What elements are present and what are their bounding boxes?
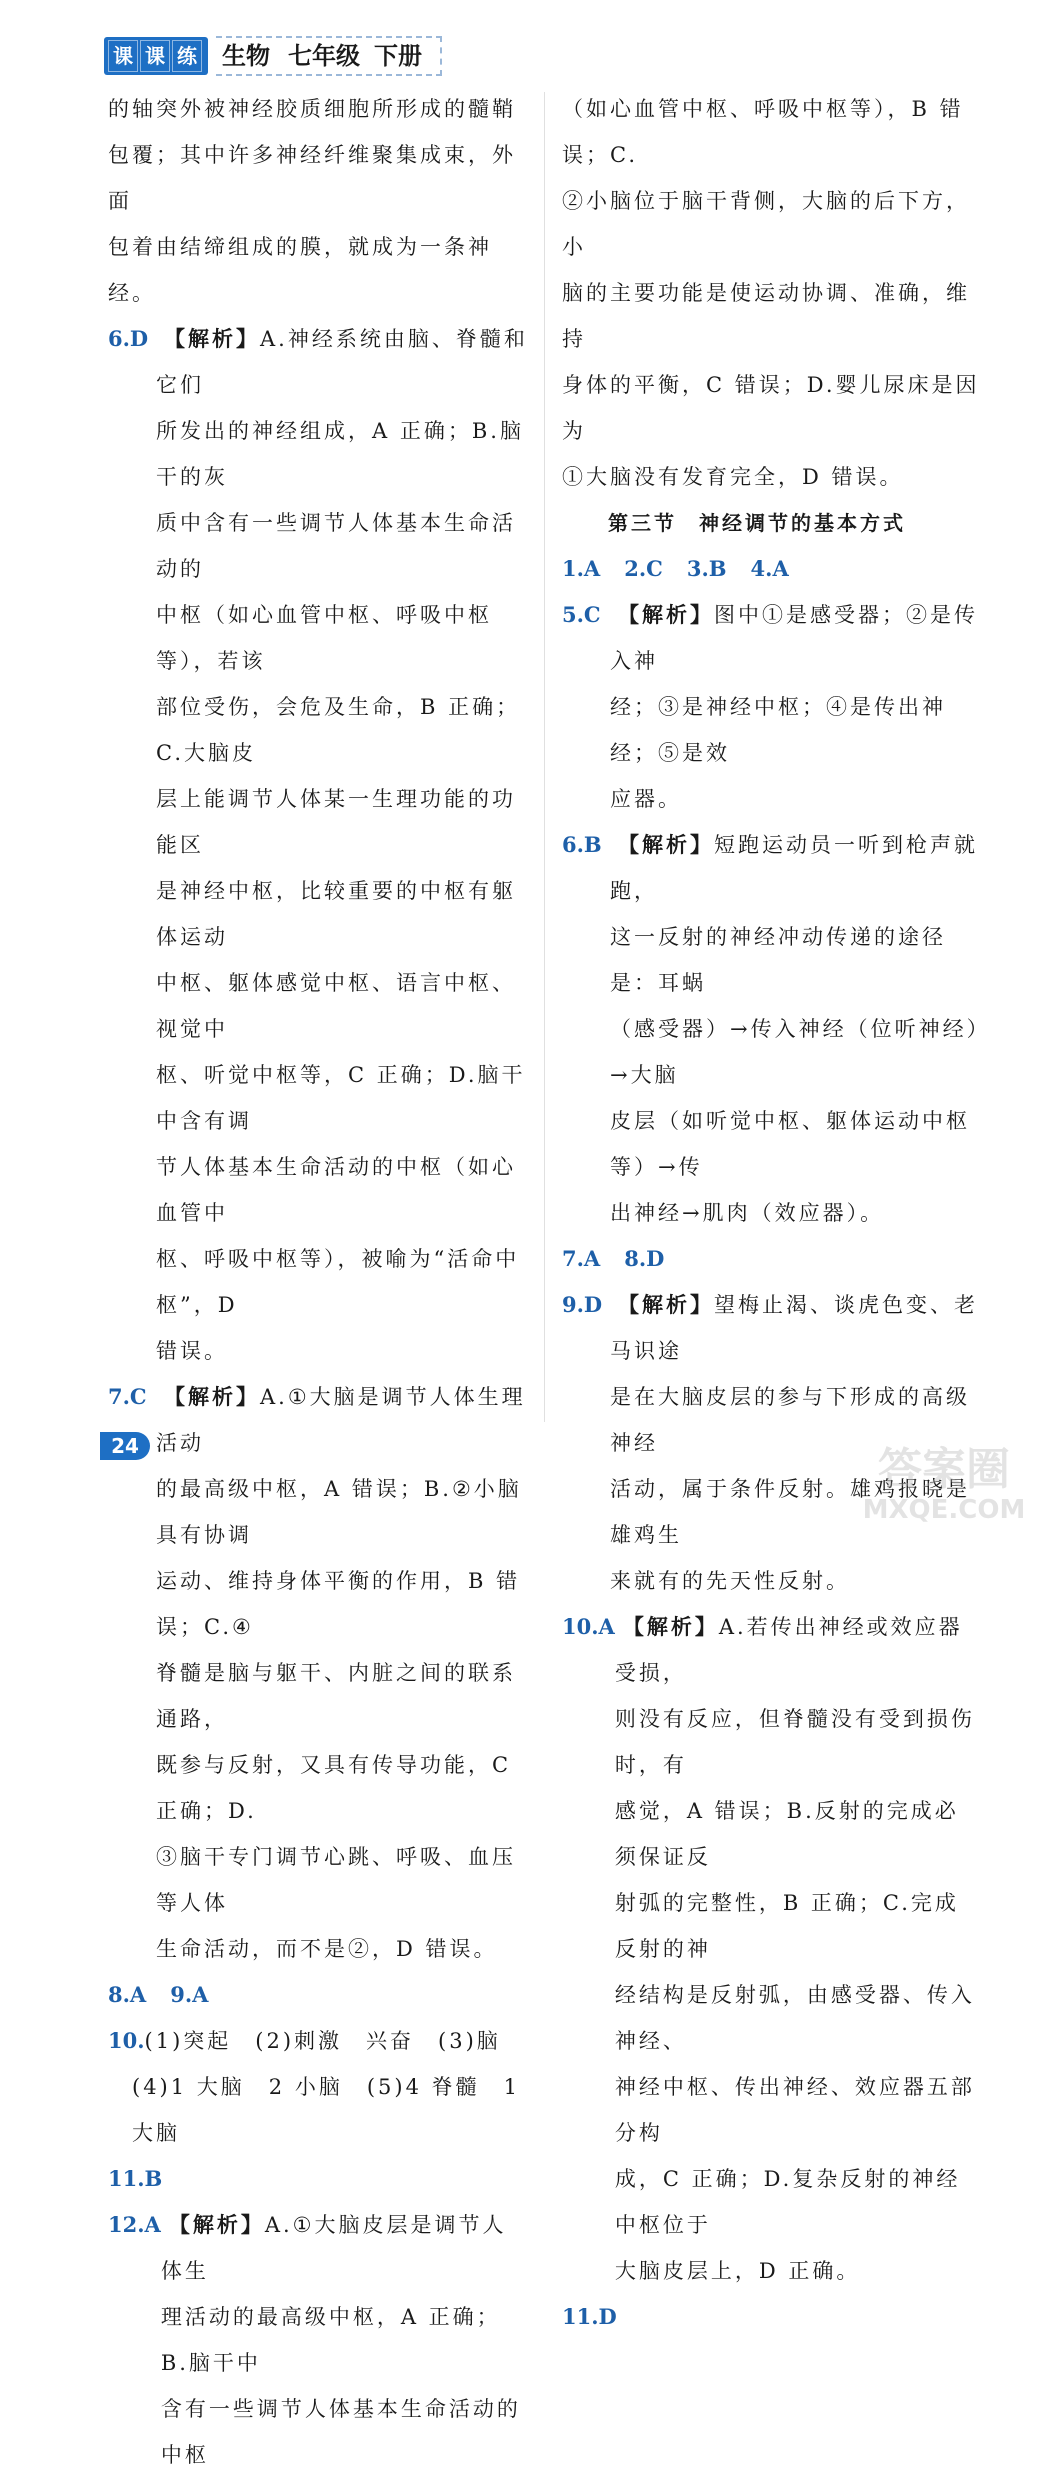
section-heading (532, 500, 982, 546)
answer-number: 9.A (170, 1982, 209, 2007)
answer-number: 3.B (686, 556, 727, 581)
text-line: 感觉，A 错误；B.反射的完成必须保证反 (614, 1799, 959, 1869)
answer-6 (108, 316, 528, 1374)
answer-number: 12.A (108, 2212, 161, 2237)
analysis-tag: 【解析】 (618, 832, 714, 857)
analysis-tag: 【解析】 (622, 1614, 719, 1639)
analysis-tag: 【解析】 (618, 602, 714, 627)
text-line: 经结构是反射弧，由感受器、传入神经、 (614, 1983, 975, 2053)
answer-number: 8.D (624, 1246, 665, 1271)
text-line: 皮层（如听觉中枢、躯体运动中枢等）→传 (610, 1109, 970, 1179)
text-line: 脊髓是脑与躯干、内脏之间的联系通路， (156, 1661, 516, 1731)
text-line: 运动、维持身体平衡的作用，B 错误；C.④ (156, 1569, 521, 1639)
text-line: 枢、呼吸中枢等），被喻为“活命中枢”，D (156, 1247, 520, 1317)
answer-number: 1.A (562, 556, 601, 581)
text-line: A.①大脑是调节人体生理活动 (156, 1385, 526, 1455)
text-line: (4)1 大脑 2 小脑 (5)4 脊髓 1 大脑 (132, 2075, 520, 2145)
text-line: 生命活动，而不是②，D 错误。 (156, 1937, 498, 1961)
text-line: 质中含有一些调节人体基本生命活动的 (156, 511, 516, 581)
answer-number: 11.B (108, 2166, 163, 2191)
text-line: 包覆；其中许多神经纤维聚集成束，外面 (108, 143, 516, 213)
page-number: 24 (100, 1432, 150, 1460)
analysis-tag: 【解析】 (164, 326, 260, 351)
text-line: 包着由结缔组成的膜，就成为一条神经。 (108, 235, 492, 305)
text-line: A.①大脑皮层是调节人体生 (160, 2213, 507, 2283)
answers-8-9 (108, 1972, 528, 2018)
answer-number: 10. (108, 2028, 145, 2053)
section-number: 第三节 (608, 511, 677, 535)
answer-number: 11.D (562, 2304, 617, 2329)
grade: 七年级 (288, 41, 360, 70)
text-line: 既参与反射，又具有传导功能，C 正确；D. (156, 1753, 512, 1823)
text-line: 经；③是神经中枢；④是传出神经；⑤是效 (610, 695, 946, 765)
text-line: ③脑干专门调节心跳、呼吸、血压等人体 (156, 1845, 516, 1915)
brand-char-1: 课 (108, 40, 138, 72)
text-line: 应器。 (610, 787, 682, 811)
text-line: 这一反射的神经冲动传递的途径是：耳蜗 (610, 925, 946, 995)
answer-number: 4.A (750, 556, 789, 581)
page-header (104, 36, 442, 76)
text-line: A.若传出神经或效应器受损， (614, 1615, 963, 1685)
text-line: （如心血管中枢、呼吸中枢等），B 错误；C. (562, 97, 964, 167)
text-line: ①大脑没有发育完全，D 错误。 (562, 465, 904, 489)
answer-number: 7.A (562, 1246, 601, 1271)
answer-5 (562, 592, 982, 822)
text-line: 活动，属于条件反射。雄鸡报晓是雄鸡生 (610, 1477, 970, 1547)
answer-10 (562, 1604, 982, 2294)
section-name: 神经调节的基本方式 (699, 511, 906, 535)
text-line: 图中①是感受器；②是传入神 (610, 603, 978, 673)
brand-char-3: 练 (172, 40, 202, 72)
text-line: 枢、听觉中枢等，C 正确；D.脑干中含有调 (156, 1063, 526, 1133)
answer-number: 7.C (108, 1384, 147, 1409)
analysis-tag: 【解析】 (168, 2212, 265, 2237)
text-line: 理活动的最高级中枢，A 正确；B.脑干中 (160, 2305, 501, 2375)
text-line: 节人体基本生命活动的中枢（如心血管中 (156, 1155, 516, 1225)
text-line: 射弧的完整性，B 正确；C.完成反射的神 (614, 1891, 959, 1961)
text-line: 所发出的神经组成，A 正确；B.脑干的灰 (156, 419, 524, 489)
answer-number: 5.C (562, 602, 601, 627)
text-line: 中枢、躯体感觉中枢、语言中枢、视觉中 (156, 971, 516, 1041)
answers-7-8 (562, 1236, 982, 1282)
answers-1-4 (562, 546, 982, 592)
answer-number: 10.A (562, 1614, 615, 1639)
watermark-text: 答案圈 (878, 1444, 1010, 1495)
right-column (562, 86, 982, 2340)
answer-11 (108, 2156, 528, 2202)
text-line: 望梅止渴、谈虎色变、老马识途 (610, 1293, 978, 1363)
brand-char-2: 课 (140, 40, 170, 72)
answer-6 (562, 822, 982, 1236)
text-line: 层上能调节人体某一生理功能的功能区 (156, 787, 516, 857)
answer-10 (108, 2018, 528, 2064)
text-line: （感受器）→传入神经（位听神经）→大脑 (610, 1017, 981, 1087)
answer-11 (562, 2294, 982, 2340)
watermark-logo (860, 1432, 1028, 1528)
analysis-tag: 【解析】 (618, 1292, 714, 1317)
left-column (108, 86, 528, 2478)
answer-12 (108, 2202, 528, 2478)
answer-number: 8.A (108, 1982, 147, 2007)
book-title (216, 36, 442, 76)
volume: 下册 (374, 41, 422, 70)
text-line: 部位受伤，会危及生命，B 正确；C.大脑皮 (156, 695, 521, 765)
text-line: ②小脑位于脑干背侧，大脑的后下方，小 (562, 189, 970, 259)
brand-logo (104, 37, 208, 75)
text-line: (1)突起 (2)刺激 兴奋 (3)脑 (144, 2029, 501, 2053)
text-line: 神经中枢、传出神经、效应器五部分构 (614, 2075, 975, 2145)
column-divider (544, 92, 545, 1422)
text-line: 的轴突外被神经胶质细胞所形成的髓鞘 (108, 97, 516, 121)
subject: 生物 (222, 41, 270, 70)
text-line: 错误。 (156, 1339, 228, 1363)
text-line: 的最高级中枢，A 错误；B.②小脑具有协调 (156, 1477, 522, 1547)
text-line: 中枢（如心血管中枢、呼吸中枢等），若该 (156, 603, 492, 673)
text-line: 短跑运动员一听到枪声就跑， (610, 833, 978, 903)
text-line: 是神经中枢，比较重要的中枢有躯体运动 (156, 879, 516, 949)
text-line: 脑的主要功能是使运动协调、准确，维持 (562, 281, 970, 351)
answer-number: 6.B (562, 832, 602, 857)
analysis-tag: 【解析】 (164, 1384, 260, 1409)
text-line: A.神经系统由脑、脊髓和它们 (156, 327, 528, 397)
text-line: 来就有的先天性反射。 (610, 1569, 850, 1593)
text-line: 含有一些调节人体基本生命活动的中枢 (160, 2397, 521, 2467)
answer-number: 6.D (108, 326, 149, 351)
text-line: 则没有反应，但脊髓没有受到损伤时，有 (614, 1707, 975, 1777)
answer-7 (108, 1374, 528, 1972)
text-line: 成，C 正确；D.复杂反射的神经中枢位于 (614, 2167, 961, 2237)
text-line: 是在大脑皮层的参与下形成的高级神经 (610, 1385, 970, 1455)
text-line: 大脑皮层上，D 正确。 (614, 2259, 861, 2283)
answer-number: 9.D (562, 1292, 603, 1317)
watermark-url: MXQE.COM (862, 1495, 1026, 1525)
answer-number: 2.C (624, 556, 663, 581)
text-line: 身体的平衡，C 错误；D.婴儿尿床是因为 (562, 373, 980, 443)
text-line: 出神经→肌肉（效应器）。 (610, 1201, 885, 1225)
